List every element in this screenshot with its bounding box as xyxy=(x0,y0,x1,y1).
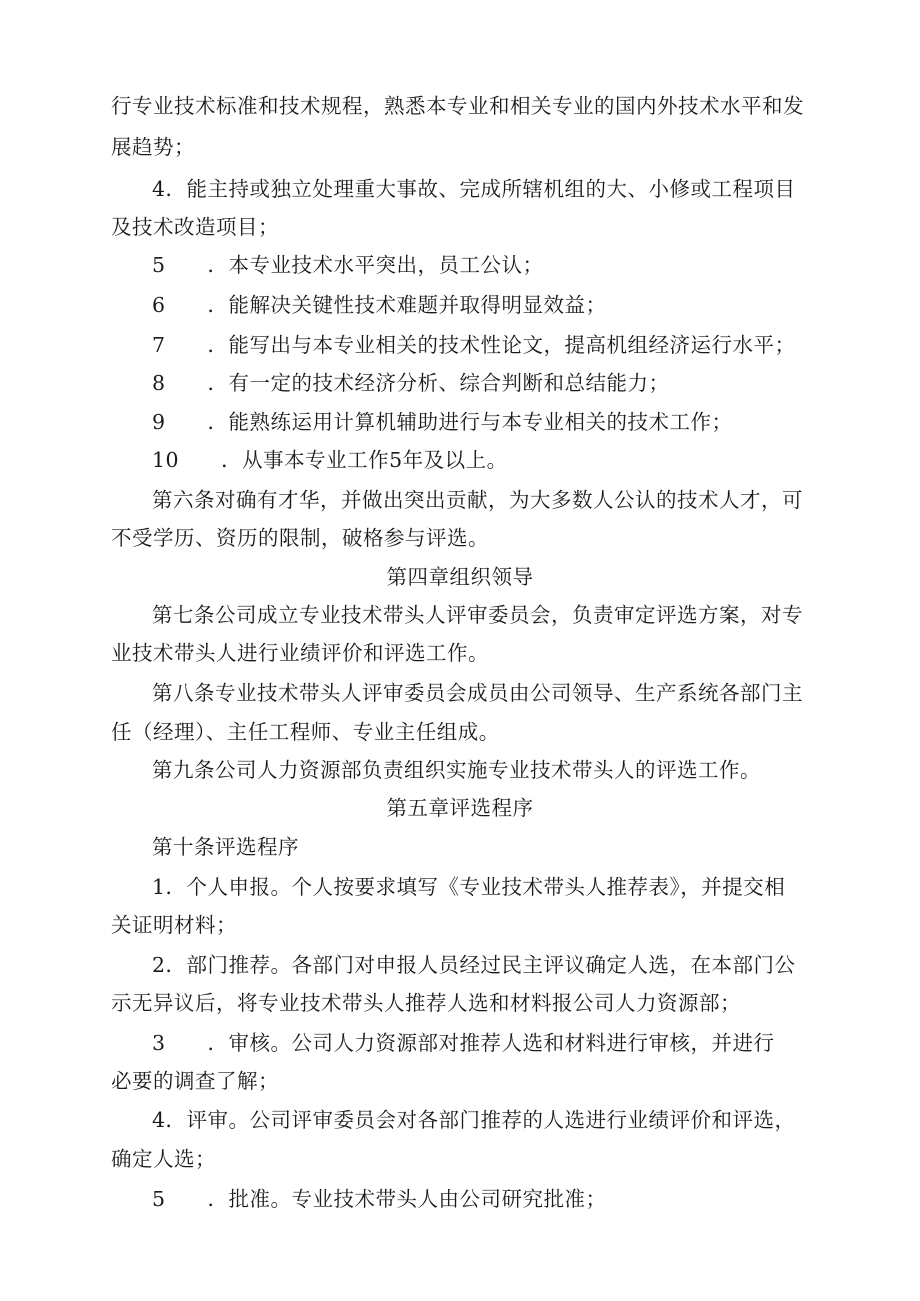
text-line: 行专业技术标准和技术规程，熟悉本专业和相关专业的国内外技术水平和发 xyxy=(111,94,804,118)
text-line: 9 ．能熟练运用计算机辅助进行与本专业相关的技术工作； xyxy=(152,410,733,434)
text-line: 6 ．能解决关键性技术难题并取得明显效益； xyxy=(152,293,607,317)
text-line: 业技术带头人进行业绩评价和评选工作。 xyxy=(111,641,489,665)
text-line: 任（经理）、主任工程师、专业主任组成。 xyxy=(111,720,500,744)
text-line: 必要的调查了解； xyxy=(111,1069,279,1093)
text-line: 确定人选； xyxy=(111,1147,216,1171)
text-line: 及技术改造项目； xyxy=(111,215,279,239)
text-line: 5 ．本专业技术水平突出，员工公认； xyxy=(152,253,544,277)
text-line: 7 ．能写出与本专业相关的技术性论文，提高机组经济运行水平； xyxy=(152,333,796,357)
text-line: 3 ．审核。公司人力资源部对推荐人选和材料进行审核，并进行 xyxy=(152,1031,775,1055)
text-line: 第九条公司人力资源部负责组织实施专业技术带头人的评选工作。 xyxy=(152,758,761,782)
text-line: 不受学历、资历的限制，破格参与评选。 xyxy=(111,526,489,550)
text-line: 10 ．从事本专业工作5年及以上。 xyxy=(152,448,508,472)
chapter-heading: 第五章评选程序 xyxy=(386,796,534,820)
chapter-heading: 第四章组织领导 xyxy=(386,565,534,589)
text-line: 关证明材料； xyxy=(111,913,237,937)
text-line: 4．评审。公司评审委员会对各部门推荐的人选进行业绩评价和评选， xyxy=(152,1108,796,1132)
text-line: 展趋势； xyxy=(111,135,195,159)
text-line: 第六条对确有才华，并做出突出贡献，为大多数人公认的技术人才，可 xyxy=(152,488,803,512)
text-line: 1．个人申报。个人按要求填写《专业技术带头人推荐表》，并提交相 xyxy=(152,875,786,899)
text-line: 示无异议后，将专业技术带头人推荐人选和材料报公司人力资源部； xyxy=(111,991,741,1015)
text-line: 第七条公司成立专业技术带头人评审委员会，负责审定评选方案，对专 xyxy=(152,603,803,627)
text-line: 第十条评选程序 xyxy=(152,835,299,859)
text-line: 5 ．批准。专业技术带头人由公司研究批准； xyxy=(152,1187,607,1211)
text-line: 4．能主持或独立处理重大事故、完成所辖机组的大、小修或工程项目 xyxy=(152,177,796,201)
text-line: 2．部门推荐。各部门对申报人员经过民主评议确定人选，在本部门公 xyxy=(152,953,796,977)
text-line: 8 ．有一定的技术经济分析、综合判断和总结能力； xyxy=(152,371,670,395)
text-line: 第八条专业技术带头人评审委员会成员由公司领导、生产系统各部门主 xyxy=(152,681,803,705)
